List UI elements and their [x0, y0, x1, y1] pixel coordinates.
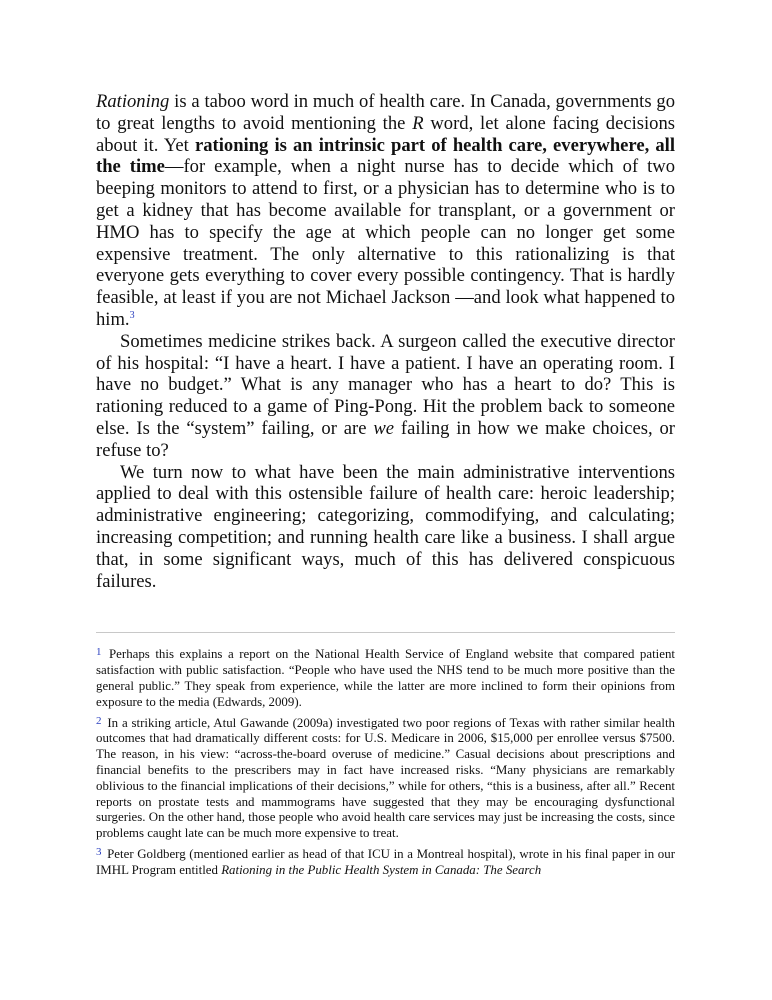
footnote-1	[96, 647, 675, 710]
paragraph-text: word, let alone facing decisions about it. Yet	[96, 112, 675, 156]
footnote-text: In a striking article, Atul Gawande (2009a) investigated two poor regions of Texas with rather similar health outcomes that had dramatically different costs: for U.S. Medicare in 2006, $15,000 per enrollee versus $7500. The reason, in his view: “across-the-board overuse of medicine.” Casual decisions about prescriptions and financial benefits to the prescribers may in fact have increased risks. “Many physicians are remarkably oblivious to the financial implications of their decisions,” while for others, “this is a business, after all.” Recent reports on prostate tests and mammograms have suggested that they may be encouraging dysfunctional surgeries. On the other hand, those people who avoid health care services may just be increasing the costs, since problems caught late can be much more expensive to treat.	[96, 715, 675, 841]
footnote-2	[96, 716, 675, 842]
paragraph-medicine-strikes-back	[96, 331, 675, 462]
paragraph-text: failing in how we make choices, or refuse to?	[96, 417, 675, 461]
bold-statement: rationing is an intrinsic part of health care, everywhere, all the time	[96, 134, 676, 178]
paragraph-interventions: We turn now to what have been the main administrative interventions applied to deal with this ostensible failure of health care: heroic leadership; administrative engineering; categorizing, commodifying, and calculating; increasing competition; and running health care like a business. I shall argue that, in some significant ways, much of this has delivered conspicuous failures.	[96, 461, 675, 592]
paragraph-rationing	[96, 91, 675, 331]
footnote-title: Rationing in the Public Health System in Canada: The Search	[221, 862, 542, 877]
paragraph-text: is a taboo word in much of health care. In Canada, governments go to great lengths to avoid mentioning the	[96, 91, 675, 134]
footnote-text: Peter Goldberg (mentioned earlier as head of that ICU in a Montreal hospital), wrote in his final paper in our IMHL Program entitled	[96, 846, 675, 877]
footnote-text: Perhaps this explains a report on the National Health Service of England website that compared patient satisfaction with public satisfaction. “People who have used the NHS tend to be much more positive than the general public.” They speak from experience, while the latter are more inclined to form their opinions from exposure to the media (Edwards, 2009).	[96, 647, 675, 709]
footnote-ref-3[interactable]: 3	[129, 309, 135, 321]
footnote-3	[96, 847, 675, 879]
document-page	[96, 91, 675, 883]
main-text	[96, 91, 675, 592]
emphasis-rationing: Rationing	[96, 91, 170, 112]
footnote-number: 3	[96, 845, 102, 858]
paragraph-text: —for example, when a night nurse has to decide which of two beeping monitors to attend to first, or a physician has to determine who is to get a kidney that has become available for transplant, or a government or HMO has to specify the age at which people can no longer get some expensive treatment. The only alternative to this rationalizing is that everyone gets everything to cover every possible contingency. That is hardly feasible, at least if you are not Michael Jackson —and look what happened to him.	[96, 156, 675, 330]
footnotes	[96, 647, 675, 878]
footnote-number: 2	[96, 714, 102, 727]
emphasis-r: R	[412, 112, 424, 134]
footnote-divider	[96, 632, 675, 633]
emphasis-we: we	[373, 417, 395, 439]
paragraph-text: Sometimes medicine strikes back. A surgeon called the executive director of his hospital: “I have a heart. I have a patient. I have an operating room. I have no budget.” What is any manager who has a heart to do? This is rationing reduced to a game of Ping-Pong. Hit the problem back to someone else. Is the “system” failing, or are	[96, 330, 675, 439]
footnote-number: 1	[96, 646, 102, 659]
